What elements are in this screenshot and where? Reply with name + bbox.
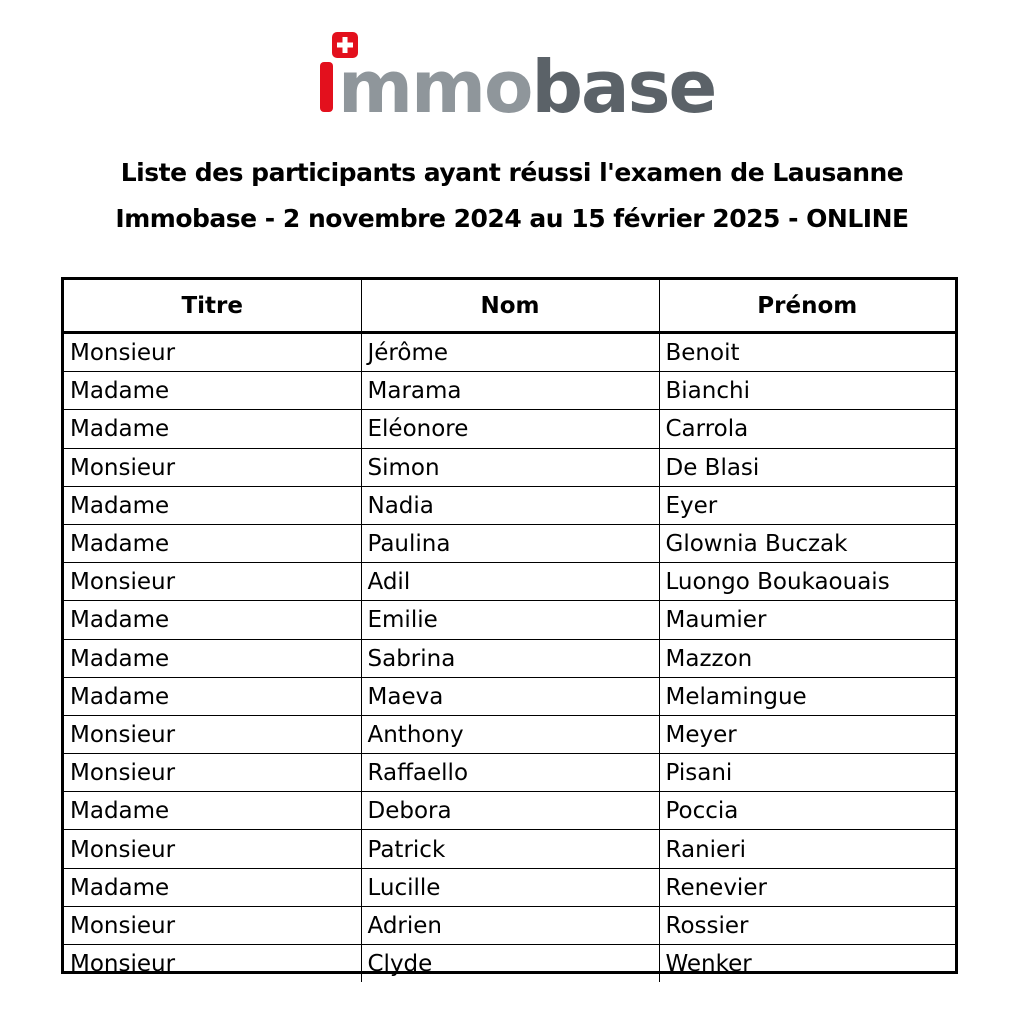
cell-titre: Monsieur	[64, 754, 361, 792]
table-row	[64, 448, 955, 486]
cell-titre: Madame	[64, 601, 361, 639]
cell-prenom: Carrola	[659, 410, 955, 448]
cell-prenom: Eyer	[659, 486, 955, 524]
cell-nom: Eléonore	[361, 410, 659, 448]
cell-nom: Anthony	[361, 715, 659, 753]
cell-nom: Patrick	[361, 830, 659, 868]
table-row	[64, 333, 955, 372]
title-line-1: Liste des participants ayant réussi l'examen de Lausanne	[120, 158, 904, 187]
cell-nom: Sabrina	[361, 639, 659, 677]
participants-table	[64, 280, 955, 982]
table-row	[64, 524, 955, 562]
logo-graphic	[298, 30, 726, 120]
cell-nom: Lucille	[361, 868, 659, 906]
cell-nom: Jérôme	[361, 333, 659, 372]
cell-titre: Madame	[64, 486, 361, 524]
cell-titre: Madame	[64, 792, 361, 830]
column-header-nom: Nom	[361, 280, 659, 333]
table-row	[64, 601, 955, 639]
cell-prenom: Benoit	[659, 333, 955, 372]
cell-titre: Madame	[64, 372, 361, 410]
cell-titre: Madame	[64, 410, 361, 448]
cell-titre: Monsieur	[64, 563, 361, 601]
cell-nom: Adil	[361, 563, 659, 601]
cell-titre: Madame	[64, 868, 361, 906]
table-row	[64, 715, 955, 753]
cell-titre: Madame	[64, 524, 361, 562]
participants-table-container	[61, 277, 958, 978]
table-row	[64, 830, 955, 868]
cell-prenom: Mazzon	[659, 639, 955, 677]
table-row	[64, 372, 955, 410]
logo-text-mmo: mmo	[338, 45, 532, 120]
table-row	[64, 792, 955, 830]
column-header-prenom: Prénom	[659, 280, 955, 333]
cell-titre: Madame	[64, 639, 361, 677]
table-row	[64, 639, 955, 677]
cell-prenom: Glownia Buczak	[659, 524, 955, 562]
cell-nom: Clyde	[361, 945, 659, 983]
table-row	[64, 945, 955, 983]
table-row	[64, 868, 955, 906]
cell-prenom: Pisani	[659, 754, 955, 792]
table-row	[64, 754, 955, 792]
table-header-row	[64, 280, 955, 333]
cell-prenom: Wenker	[659, 945, 955, 983]
logo-text-base: base	[531, 45, 716, 120]
cell-titre: Monsieur	[64, 715, 361, 753]
cell-prenom: Luongo Boukaouais	[659, 563, 955, 601]
table-row	[64, 906, 955, 944]
cell-nom: Debora	[361, 792, 659, 830]
cell-prenom: Bianchi	[659, 372, 955, 410]
cell-nom: Paulina	[361, 524, 659, 562]
cell-prenom: Rossier	[659, 906, 955, 944]
cell-titre: Monsieur	[64, 906, 361, 944]
cell-nom: Nadia	[361, 486, 659, 524]
table-row	[64, 410, 955, 448]
page-title	[0, 150, 1024, 242]
column-header-titre: Titre	[64, 280, 361, 333]
cell-prenom: Renevier	[659, 868, 955, 906]
table-row	[64, 563, 955, 601]
cell-prenom: Maumier	[659, 601, 955, 639]
cell-nom: Raffaello	[361, 754, 659, 792]
table-row	[64, 677, 955, 715]
cell-titre: Monsieur	[64, 448, 361, 486]
cell-titre: Madame	[64, 677, 361, 715]
cell-titre: Monsieur	[64, 830, 361, 868]
cell-prenom: De Blasi	[659, 448, 955, 486]
table-row	[64, 486, 955, 524]
cell-nom: Adrien	[361, 906, 659, 944]
table-body	[64, 333, 955, 983]
cell-nom: Simon	[361, 448, 659, 486]
cell-titre: Monsieur	[64, 945, 361, 983]
cell-nom: Maeva	[361, 677, 659, 715]
cell-prenom: Poccia	[659, 792, 955, 830]
immobase-logo	[0, 30, 1024, 120]
cell-prenom: Melamingue	[659, 677, 955, 715]
cell-prenom: Ranieri	[659, 830, 955, 868]
cell-titre: Monsieur	[64, 333, 361, 372]
cell-nom: Emilie	[361, 601, 659, 639]
cell-prenom: Meyer	[659, 715, 955, 753]
cell-nom: Marama	[361, 372, 659, 410]
title-line-2: Immobase - 2 novembre 2024 au 15 février 2025 - ONLINE	[115, 204, 909, 233]
